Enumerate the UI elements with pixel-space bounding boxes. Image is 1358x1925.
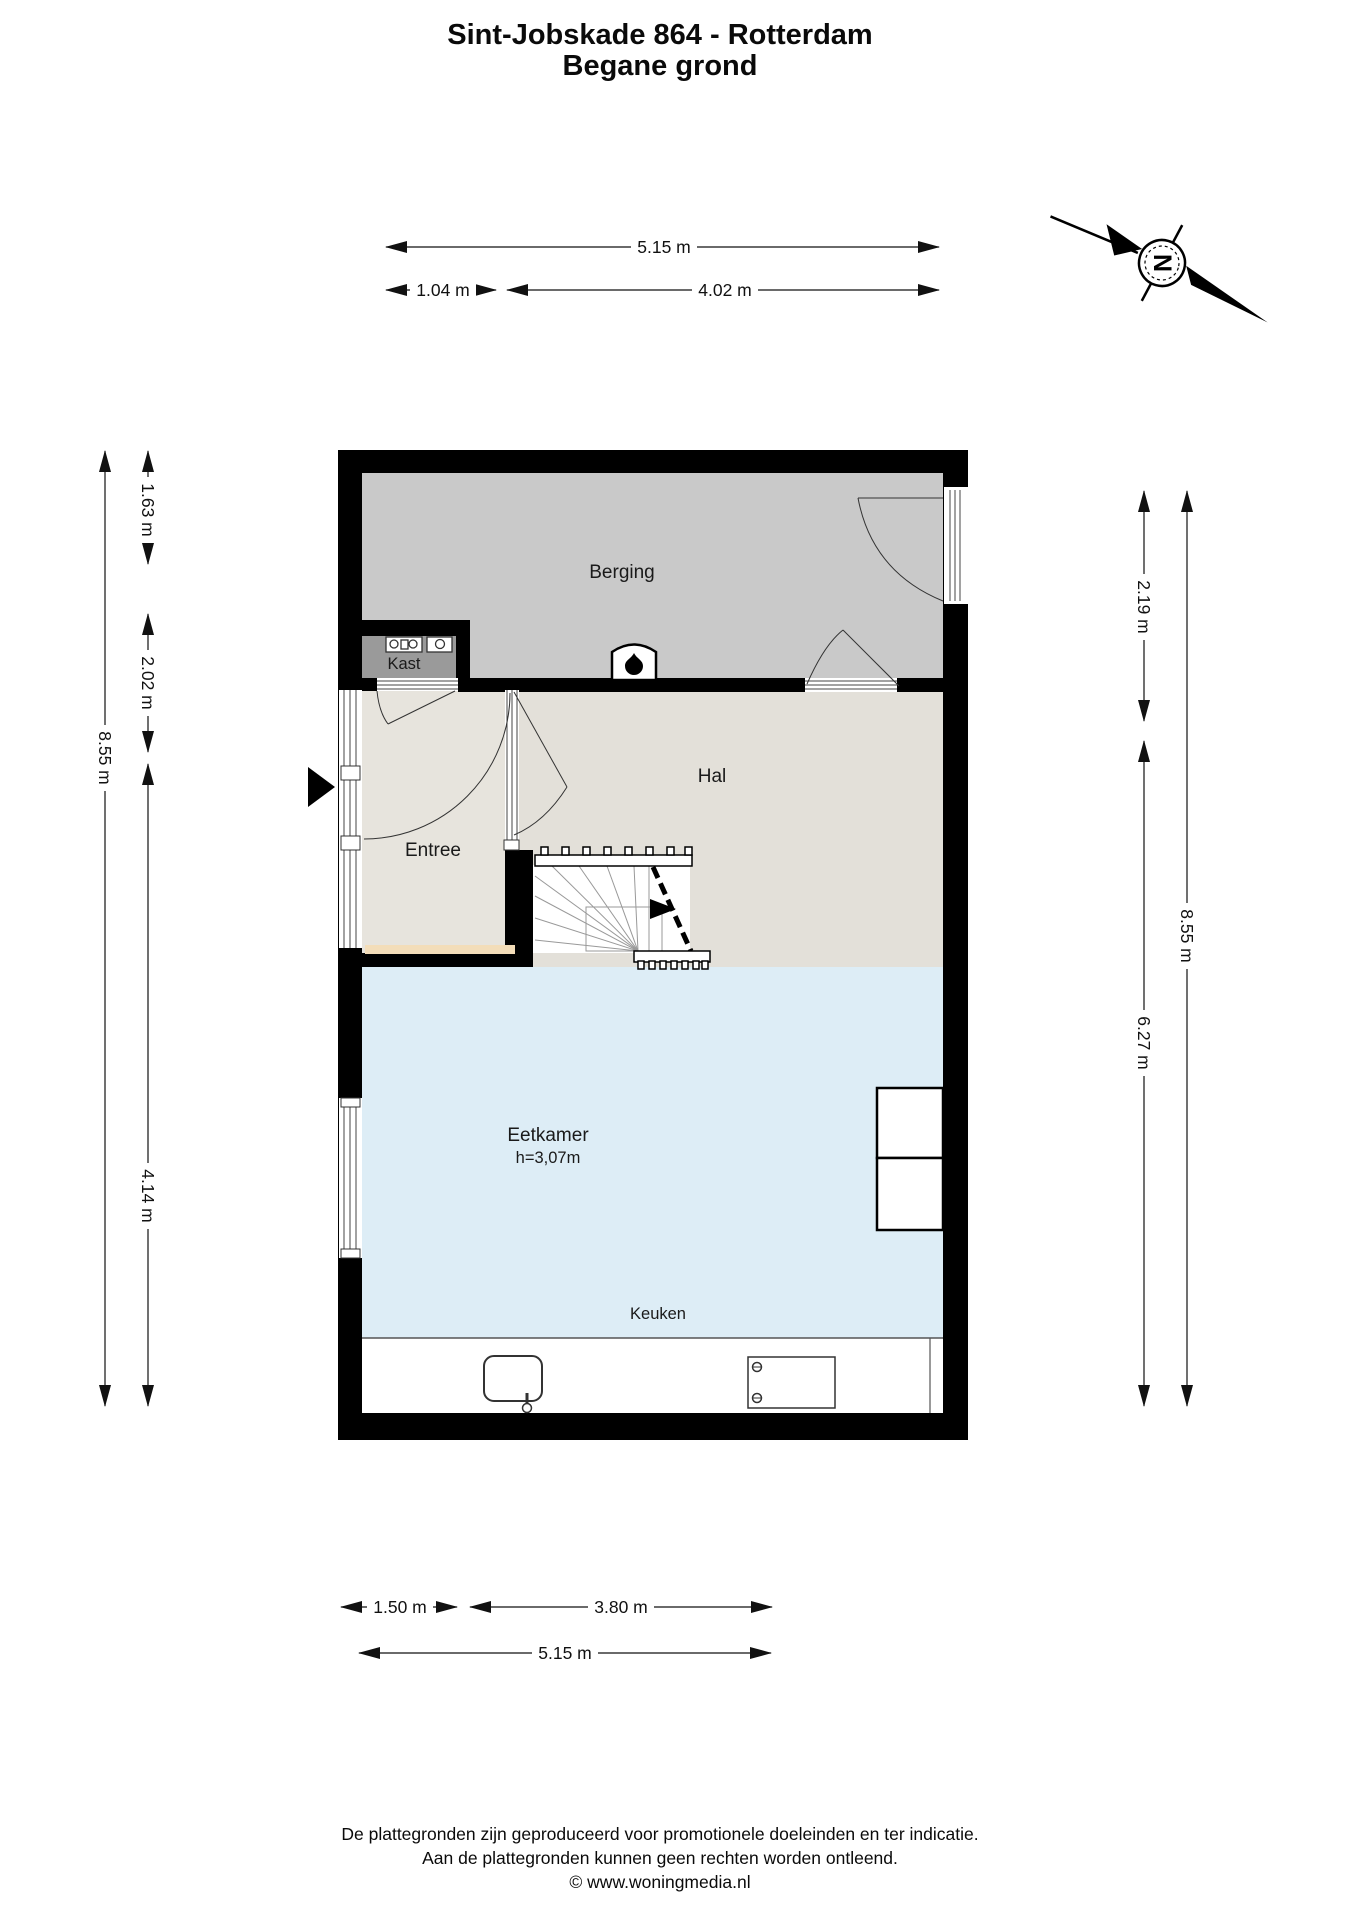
keuken-label: Keuken xyxy=(630,1305,686,1323)
dim-right-seg2 xyxy=(1133,741,1155,1406)
kitchen-unit-bottom xyxy=(877,1158,943,1230)
dim-left-seg3-label: 4.14 m xyxy=(138,1169,158,1223)
dim-bottom-total xyxy=(359,1642,771,1664)
title-floor: Begane grond xyxy=(562,50,758,82)
dim-left-seg1 xyxy=(137,451,159,564)
dim-top-right xyxy=(507,279,939,301)
eetkamer-label: Eetkamer xyxy=(507,1125,589,1146)
threshold xyxy=(365,945,515,954)
copyright-line: © www.woningmedia.nl xyxy=(569,1872,751,1892)
dim-top-left-label: 1.04 m xyxy=(416,280,470,300)
wall-kast-top xyxy=(362,620,470,636)
dim-bottom-total-label: 5.15 m xyxy=(538,1643,592,1663)
wall-kast-bottom-left xyxy=(362,678,377,691)
dim-right-total-label: 8.55 m xyxy=(1177,909,1197,963)
window-entree xyxy=(339,690,362,948)
berging-label: Berging xyxy=(589,562,655,583)
kitchen-unit-top xyxy=(877,1088,943,1158)
dim-top-right-label: 4.02 m xyxy=(698,280,752,300)
dim-top-left xyxy=(386,279,496,301)
fireplace-icon xyxy=(612,645,656,681)
dim-left-total xyxy=(94,451,116,1406)
dim-bottom-right-label: 3.80 m xyxy=(594,1597,648,1617)
wall-berging-hal-right xyxy=(897,678,943,692)
kast-label: Kast xyxy=(387,655,421,673)
stove-icon xyxy=(748,1357,835,1408)
dim-bottom-left-label: 1.50 m xyxy=(373,1597,427,1617)
disclaimer xyxy=(0,1822,1320,1894)
dim-left-total-label: 8.55 m xyxy=(95,731,115,785)
wall-bottom xyxy=(338,1413,968,1440)
dim-bottom-left xyxy=(341,1596,457,1618)
dim-right-seg1-label: 2.19 m xyxy=(1134,580,1154,634)
dim-left-seg2-label: 2.02 m xyxy=(138,656,158,710)
entrance-arrow-icon xyxy=(308,767,335,807)
wall-entree-bottom xyxy=(338,953,518,967)
dim-right-total xyxy=(1176,491,1198,1406)
window-eetkamer xyxy=(339,1098,362,1258)
dim-bottom-right xyxy=(470,1596,772,1618)
north-label: N xyxy=(1148,253,1176,273)
eetkamer-floor xyxy=(362,967,943,1338)
staircase xyxy=(533,847,710,969)
dim-left-seg2 xyxy=(137,614,159,752)
disclaimer-line1: De plattegronden zijn geproduceerd voor promotionele doeleinden en ter indicatie. xyxy=(341,1824,979,1844)
wall-top xyxy=(338,450,968,473)
hal-label: Hal xyxy=(697,766,727,787)
entree-label: Entree xyxy=(405,840,461,861)
meter-box-icons xyxy=(386,637,452,652)
compass-icon xyxy=(1035,190,1287,336)
dim-top-total xyxy=(386,236,939,258)
dim-right-seg2-label: 6.27 m xyxy=(1134,1016,1154,1070)
dim-left-seg1-label: 1.63 m xyxy=(138,483,158,537)
disclaimer-line2: Aan de plattegronden kunnen geen rechten worden ontleend. xyxy=(422,1848,898,1868)
dim-left-seg3 xyxy=(137,764,159,1406)
kitchen-counter xyxy=(362,1338,943,1413)
dim-right-seg1 xyxy=(1133,491,1155,721)
page-title xyxy=(0,20,1320,82)
title-address: Sint-Jobskade 864 - Rotterdam xyxy=(447,19,873,51)
kitchen-units xyxy=(877,1088,943,1230)
dim-top-total-label: 5.15 m xyxy=(637,237,691,257)
eetkamer-height-label: h=3,07m xyxy=(515,1149,581,1167)
